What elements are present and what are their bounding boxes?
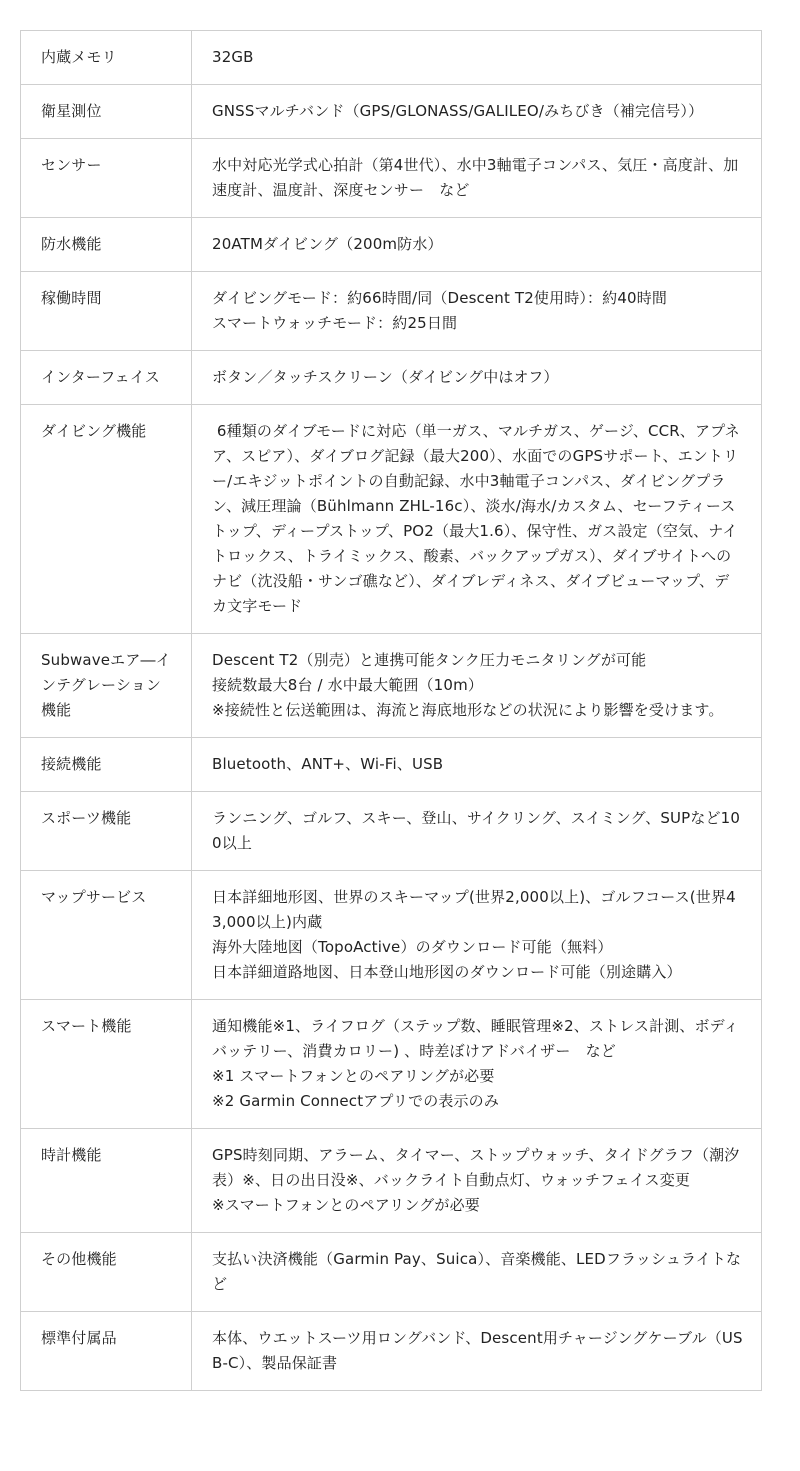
spec-value-line: 20ATMダイビング（200m防水）: [212, 235, 443, 253]
spec-row: [21, 139, 762, 218]
spec-value-line: 接続数最大8台 / 水中最大範囲（10m）: [212, 676, 483, 694]
spec-value: [192, 218, 762, 272]
spec-value-line: ※1 スマートフォンとのペアリングが必要: [212, 1067, 495, 1085]
spec-label: 内蔵メモリ: [21, 31, 192, 85]
spec-row: [21, 634, 762, 738]
spec-label: スポーツ機能: [21, 792, 192, 871]
spec-value-line: スマートウォッチモード：約25日間: [212, 314, 458, 332]
spec-value-line: 本体、ウエットスーツ用ロングバンド、Descent用チャージングケーブル（USB-C）、製品保証書: [212, 1329, 743, 1372]
spec-label: Subwaveエア―インテグレーション機能: [21, 634, 192, 738]
spec-value: [192, 792, 762, 871]
spec-value-line: Bluetooth、ANT+、Wi-Fi、USB: [212, 755, 444, 773]
spec-row: [21, 351, 762, 405]
spec-value: [192, 634, 762, 738]
spec-value: [192, 1312, 762, 1391]
spec-label: 衛星測位: [21, 85, 192, 139]
spec-row: [21, 1000, 762, 1129]
spec-value-line: 日本詳細道路地図、日本登山地形図のダウンロード可能（別途購入）: [212, 963, 682, 981]
spec-value-line: 支払い決済機能（Garmin Pay、Suica）、音楽機能、LEDフラッシュライトなど: [212, 1250, 742, 1293]
spec-label: スマート機能: [21, 1000, 192, 1129]
spec-value-line: ※スマートフォンとのペアリングが必要: [212, 1196, 480, 1214]
spec-value: [192, 1129, 762, 1233]
spec-value-line: ダイビングモード：約66時間/同（Descent T2使用時）：約40時間: [212, 289, 668, 307]
spec-label: 時計機能: [21, 1129, 192, 1233]
spec-value-line: 6種類のダイブモードに対応（単一ガス、マルチガス、ゲージ、CCR、アプネア、スピア）、ダイブログ記録（最大200）、水面でのGPSサポート、エントリー/エキジットポイントの自動記録、水中3軸電子コンパス、ダイビングプラン、減圧理論（Bühlmann ZHL-16c）、淡水/海水/カスタム、セーフティーストップ、ディープストップ、PO2（最大1.6）、保守性、ガス設定（空気、ナイトロックス、トライミックス、酸素、バックアップガス）、ダイブサイトへのナビ（沈没船・サンゴ礁など）、ダイブレディネス、ダイブビューマップ、デカ文字モード: [212, 422, 740, 615]
spec-row: [21, 85, 762, 139]
spec-value-line: 通知機能※1、ライフログ（ステップ数、睡眠管理※2、ストレス計測、ボディバッテリー、消費カロリー) 、時差ぼけアドバイザー など: [212, 1017, 739, 1060]
spec-value-line: 日本詳細地形図、世界のスキーマップ(世界2,000以上)、ゴルフコース(世界43,000以上)内蔵: [212, 888, 736, 931]
spec-value-line: ※2 Garmin Connectアプリでの表示のみ: [212, 1092, 499, 1110]
spec-row: [21, 218, 762, 272]
spec-table-body: [21, 31, 762, 1391]
spec-value-line: ランニング、ゴルフ、スキー、登山、サイクリング、スイミング、SUPなど100以上: [212, 809, 741, 852]
spec-value: [192, 405, 762, 634]
spec-row: [21, 738, 762, 792]
spec-row: [21, 871, 762, 1000]
spec-value: [192, 351, 762, 405]
spec-label: 防水機能: [21, 218, 192, 272]
spec-label: マップサービス: [21, 871, 192, 1000]
spec-value: [192, 85, 762, 139]
spec-value-line: GPS時刻同期、アラーム、タイマー、ストップウォッチ、タイドグラフ（潮汐表）※、日の出日没※、バックライト自動点灯、ウォッチフェイス変更: [212, 1146, 740, 1189]
spec-table: [20, 30, 762, 1391]
spec-row: [21, 31, 762, 85]
spec-row: [21, 272, 762, 351]
spec-row: [21, 1129, 762, 1233]
spec-value: [192, 738, 762, 792]
spec-label: その他機能: [21, 1233, 192, 1312]
spec-label: 稼働時間: [21, 272, 192, 351]
spec-value: [192, 139, 762, 218]
spec-label: センサー: [21, 139, 192, 218]
spec-value: [192, 272, 762, 351]
spec-value-line: ボタン／タッチスクリーン（ダイビング中はオフ）: [212, 368, 559, 386]
spec-value-line: 海外大陸地図（TopoActive）のダウンロード可能（無料）: [212, 938, 613, 956]
spec-value-line: GNSSマルチバンド（GPS/GLONASS/GALILEO/みちびき（補完信号））: [212, 102, 704, 120]
spec-row: [21, 405, 762, 634]
spec-value-line: Descent T2（別売）と連携可能タンク圧力モニタリングが可能: [212, 651, 647, 669]
spec-label: ダイビング機能: [21, 405, 192, 634]
spec-value: [192, 31, 762, 85]
spec-value-line: ※接続性と伝送範囲は、海流と海底地形などの状況により影響を受けます。: [212, 701, 724, 719]
spec-value: [192, 1000, 762, 1129]
spec-value-line: 32GB: [212, 48, 254, 66]
spec-row: [21, 1233, 762, 1312]
spec-value: [192, 1233, 762, 1312]
spec-value-line: 水中対応光学式心拍計（第4世代）、水中3軸電子コンパス、気圧・高度計、加速度計、温度計、深度センサー など: [212, 156, 739, 199]
spec-row: [21, 1312, 762, 1391]
spec-label: インターフェイス: [21, 351, 192, 405]
spec-row: [21, 792, 762, 871]
spec-value: [192, 871, 762, 1000]
spec-label: 接続機能: [21, 738, 192, 792]
spec-label: 標準付属品: [21, 1312, 192, 1391]
